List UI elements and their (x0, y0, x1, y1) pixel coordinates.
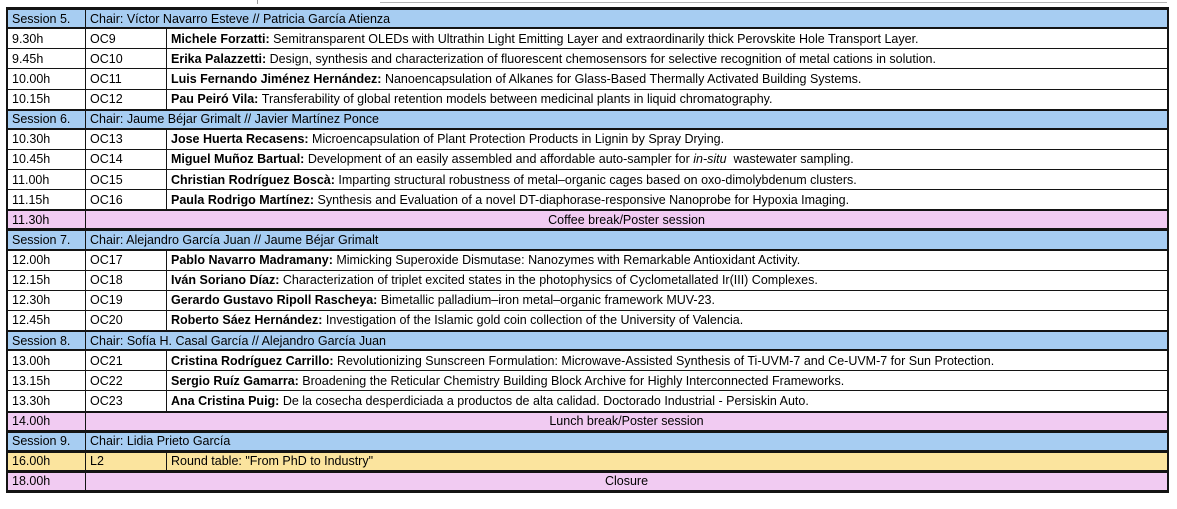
code-cell: OC10 (86, 49, 167, 68)
code-cell: OC11 (86, 69, 167, 88)
time-cell: Session 6. (8, 110, 86, 129)
time-cell: Session 8. (8, 331, 86, 350)
talk-row (8, 130, 1167, 150)
speaker-name: Roberto Sáez Hernández: (171, 313, 326, 328)
talk-row (8, 49, 1167, 69)
title-italic-run: in-situ (693, 152, 727, 167)
schedule-table (6, 7, 1169, 493)
break-label-cell: Lunch break/Poster session (549, 414, 704, 429)
title-cell: Erika Palazzetti: Design, synthesis and characterization of fluorescent chemosensors for selective recognition of metal cations in solution. (171, 51, 936, 66)
title-cell: Gerardo Gustavo Ripoll Rascheya: Bimetallic palladium–iron metal–organic framework MUV-23. (171, 293, 715, 308)
time-cell: 13.30h (8, 391, 86, 410)
talk-row (8, 391, 1167, 411)
speaker-name: Miguel Muñoz Bartual: (171, 152, 308, 167)
speaker-name: Pau Peiró Vila: (171, 92, 262, 107)
time-cell: 10.00h (8, 69, 86, 88)
code-cell: OC21 (86, 351, 167, 370)
title-cell: Round table: "From PhD to Industry" (171, 454, 374, 469)
talk-row (8, 351, 1167, 371)
talk-row (8, 371, 1167, 391)
time-cell: 10.45h (8, 150, 86, 169)
session-row (8, 9, 1167, 29)
break-row (8, 472, 1167, 491)
title-cell: Paula Rodrigo Martínez: Synthesis and Evaluation of a novel DT-diaphorase-responsive Nanoprobe for Hypoxia Imaging. (171, 192, 850, 207)
code-cell: OC18 (86, 271, 167, 290)
talk-row (8, 69, 1167, 89)
time-cell: 12.45h (8, 311, 86, 330)
title-cell: Ana Cristina Puig: De la cosecha desperdiciada a productos de alta calidad. Doctorado Industrial - Persiskin Auto. (171, 393, 809, 408)
time-cell: Session 7. (8, 230, 86, 249)
code-cell: OC9 (86, 29, 167, 48)
title-cell: Roberto Sáez Hernández: Investigation of the Islamic gold coin collection of the University of Valencia. (171, 313, 744, 328)
title-cell: Sergio Ruíz Gamarra: Broadening the Reticular Chemistry Building Block Archive for Highly Interconnected Frameworks. (171, 373, 845, 388)
session-row (8, 432, 1167, 452)
code-cell: OC13 (86, 130, 167, 149)
time-cell: 12.30h (8, 291, 86, 310)
time-cell: 13.00h (8, 351, 86, 370)
speaker-name: Iván Soriano Díaz: (171, 273, 283, 288)
time-cell: 12.00h (8, 251, 86, 270)
chair-cell: Chair: Víctor Navarro Esteve // Patricia García Atienza (90, 11, 391, 26)
talk-row (8, 311, 1167, 331)
time-cell: 18.00h (8, 472, 86, 491)
chair-cell: Chair: Lidia Prieto García (90, 434, 231, 449)
chair-cell: Chair: Jaume Béjar Grimalt // Javier Martínez Ponce (90, 112, 379, 127)
title-cell: Michele Forzatti: Semitransparent OLEDs with Ultrathin Light Emitting Layer and extraordinarily thick Perovskite Hole Transport Layer. (171, 31, 919, 46)
title-cell: Pablo Navarro Madramany: Mimicking Superoxide Dismutase: Nanozymes with Remarkable Antioxidant Activity. (171, 253, 801, 268)
break-row (8, 412, 1167, 432)
talk-row (8, 251, 1167, 271)
speaker-name: Ana Cristina Puig: (171, 393, 283, 408)
code-cell: OC16 (86, 190, 167, 209)
break-label-cell: Coffee break/Poster session (548, 212, 705, 227)
title-cell: Pau Peiró Vila: Transferability of global retention models between medicinal plants in liquid chromatography. (171, 92, 773, 107)
time-cell: 9.45h (8, 49, 86, 68)
talk-row (8, 190, 1167, 210)
title-cell: Cristina Rodríguez Carrillo: Revolutionizing Sunscreen Formulation: Microwave-Assisted Synthesis of Ti-UVM-7 and Ce-UVM-7 for Sun Protection. (171, 353, 995, 368)
speaker-name: Erika Palazzetti: (171, 51, 270, 66)
title-cell (167, 150, 1167, 169)
code-cell: OC15 (86, 170, 167, 189)
title-cell: Luis Fernando Jiménez Hernández: Nanoencapsulation of Alkanes for Glass-Based Thermally Activated Building Systems. (171, 71, 862, 86)
code-cell: OC14 (86, 150, 167, 169)
time-cell: 12.15h (8, 271, 86, 290)
speaker-name: Gerardo Gustavo Ripoll Rascheya: (171, 293, 381, 308)
session-row (8, 331, 1167, 351)
time-cell: Session 5. (8, 9, 86, 28)
session-row (8, 110, 1167, 130)
talk-row (8, 150, 1167, 170)
code-cell: OC12 (86, 90, 167, 109)
code-cell: OC20 (86, 311, 167, 330)
break-row (8, 210, 1167, 230)
time-cell: Session 9. (8, 432, 86, 451)
code-cell: OC17 (86, 251, 167, 270)
cropped-column-border-remnant (257, 0, 258, 4)
chair-cell: Chair: Sofía H. Casal García // Alejandro García Juan (90, 333, 386, 348)
break-label-cell: Closure (604, 474, 649, 489)
special-row (8, 452, 1167, 472)
time-cell: 9.30h (8, 29, 86, 48)
time-cell: 11.00h (8, 170, 86, 189)
code-cell: OC19 (86, 291, 167, 310)
title-text-run: Development of an easily assembled and affordable auto-sampler for (307, 152, 694, 167)
speaker-name: Michele Forzatti: (171, 31, 274, 46)
speaker-name: Jose Huerta Recasens: (171, 132, 313, 147)
time-cell: 10.15h (8, 90, 86, 109)
code-cell: L2 (86, 452, 167, 471)
cropped-row-border-remnant (380, 2, 1167, 3)
session-row (8, 230, 1167, 250)
time-cell: 16.00h (8, 452, 86, 471)
chair-cell: Chair: Alejandro García Juan // Jaume Béjar Grimalt (90, 232, 379, 247)
talk-row (8, 291, 1167, 311)
time-cell: 14.00h (8, 412, 86, 431)
title-cell: Iván Soriano Díaz: Characterization of triplet excited states in the photophysics of Cyclometallated Ir(III) Complexes. (171, 273, 818, 288)
talk-row (8, 90, 1167, 110)
speaker-name: Sergio Ruíz Gamarra: (171, 373, 303, 388)
speaker-name: Cristina Rodríguez Carrillo: (171, 353, 337, 368)
code-cell: OC22 (86, 371, 167, 390)
title-cell: Jose Huerta Recasens: Microencapsulation of Plant Protection Products in Lignin by Spray Drying. (171, 132, 725, 147)
talk-row (8, 271, 1167, 291)
time-cell: 11.30h (8, 210, 86, 229)
time-cell: 10.30h (8, 130, 86, 149)
code-cell: OC23 (86, 391, 167, 410)
title-cell: Christian Rodríguez Boscà: Imparting structural robustness of metal–organic cages based on oxo-dimolybdenum clusters. (171, 172, 857, 187)
speaker-name: Paula Rodrigo Martínez: (171, 192, 318, 207)
speaker-name: Pablo Navarro Madramany: (171, 253, 337, 268)
talk-row (8, 170, 1167, 190)
speaker-name: Christian Rodríguez Boscà: (171, 172, 339, 187)
talk-row (8, 29, 1167, 49)
title-text-run: wastewater sampling. (726, 152, 854, 167)
time-cell: 13.15h (8, 371, 86, 390)
speaker-name: Luis Fernando Jiménez Hernández: (171, 71, 385, 86)
time-cell: 11.15h (8, 190, 86, 209)
